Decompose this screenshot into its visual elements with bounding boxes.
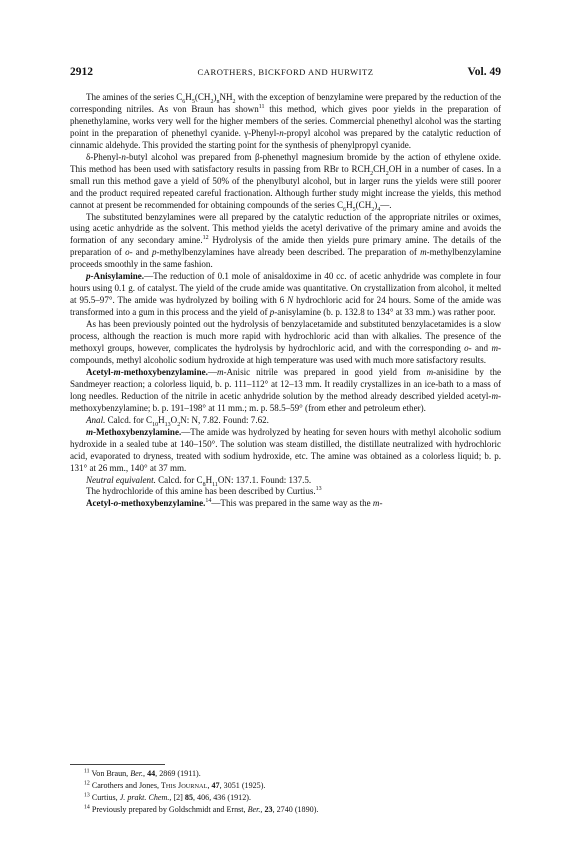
- subscript: 4: [377, 206, 381, 213]
- text-run: ): [213, 92, 217, 102]
- footnote-ref: 12: [84, 780, 90, 787]
- text-run: -anisylamine (b. p. 132.8 to 134° at 33 mm.) was rather poor.: [274, 307, 496, 318]
- text-run: N: [287, 295, 294, 306]
- subscript: 2: [370, 170, 374, 177]
- text-run: —: [207, 366, 217, 377]
- text-run: The hydrochloride of this amine has been described by Curtius.: [86, 486, 316, 497]
- text-run: p: [86, 271, 91, 282]
- footnote: [70, 804, 501, 816]
- footnote-ref: 13: [84, 792, 90, 799]
- text-run: m: [491, 390, 498, 401]
- paragraph: [70, 212, 501, 272]
- footnote: [70, 780, 501, 793]
- text-run: m: [113, 366, 121, 377]
- subscript: 6: [182, 98, 186, 105]
- subscript: 5: [352, 206, 356, 213]
- text-run: The substituted benzylamines were all prepared by the catalytic reduction of the appropriate nitriles or oximes, using acetic anhydride as the solvent. This method yields the acetyl derivative of the primary amine and avoids the formation of any secondary amine.: [70, 211, 501, 246]
- text-run: p: [152, 247, 157, 258]
- text-run: Anal.: [86, 414, 106, 425]
- paragraph: [70, 319, 501, 367]
- text-run: this method, which gives poor yields in the preparation of phenethylamine, works very well for the higher members of the series. Commercial phenethyl alcohol was the starting point in the preparation of phenethyl cyanide. γ-Phenyl-: [70, 103, 501, 138]
- text-run: —This was prepared in the same way as the: [211, 498, 373, 509]
- subscript: 2: [232, 98, 236, 105]
- text-run: Von Braun,: [89, 769, 131, 778]
- text-run: m: [86, 426, 94, 437]
- text-run: (CH: [355, 199, 372, 210]
- text-run: As has been previously pointed out the hydrolysis of benzylacetamide and substituted benzylacetamides is a slow process, although the reaction is much more rapid with hydrochloric acid than with alkalies. The presence of the methoxyl groups, however, complicates the hydrolysis by hydrochloric acid, and with the corresponding: [70, 319, 501, 354]
- footnote-rule: [70, 764, 165, 765]
- text-run: ): [374, 199, 378, 210]
- text-run: -methylbenzylamine proceeds smoothly in the same fashion.: [70, 247, 501, 270]
- page-header: [70, 66, 501, 82]
- text-run: H: [158, 414, 165, 425]
- subscript: 6: [343, 206, 347, 213]
- paragraph: [70, 475, 501, 487]
- text-run: -anisidine by the Sandmeyer reaction; a colorless liquid, b. p. 111–112° at 12–13 mm. It readily crystallizes in an ice-bath to a mass of long needles. Reduction of the nitrile in acetic anhydride solution by the method already described yielded acetyl-: [70, 366, 501, 401]
- text-run: -Anisic nitrile was prepared in good yield from: [223, 366, 427, 377]
- text-run: with the exception of benzylamine were prepared by the reduction of the corresponding nitriles. As von Braun has shown: [70, 92, 501, 114]
- text-run: 85: [184, 793, 193, 803]
- text-run: —.: [380, 199, 392, 210]
- text-run: OH in a number of cases. In a small run this method gave a yield of 50% of the phenylbutyl alcohol, but in larger runs the yields were still poorer and the product required repeated careful fractionation. Although further study might increase the yields, this method cannot at present be recommended for obtaining compounds of the series C: [70, 163, 501, 210]
- text-run: Previously prepared by Goldschmidt and Ernst,: [89, 805, 248, 815]
- volume-number: Vol. 49: [467, 66, 501, 78]
- subscript: 2: [210, 98, 214, 105]
- text-run: , 406, 436 (1912).: [193, 793, 251, 803]
- text-run: , 2740 (1890).: [272, 805, 319, 815]
- text-run: , 3051 (1925).: [219, 780, 266, 790]
- text-run: o: [125, 247, 130, 258]
- text-run: Calcd. for C: [155, 474, 203, 485]
- paragraph: [70, 367, 501, 415]
- subscript: 8: [202, 481, 206, 488]
- text-run: 47: [211, 780, 220, 790]
- footnote-ref: 11: [258, 103, 265, 110]
- text-run: ON: 137.1. Found: 137.5.: [217, 474, 312, 485]
- text-run: N: N, 7.82. Found: 7.62.: [180, 414, 269, 425]
- text-run: O: [170, 414, 178, 425]
- text-run: Ber.: [247, 805, 261, 815]
- text-run: , [2]: [169, 793, 185, 803]
- text-run: - and: [129, 247, 152, 258]
- text-run: —The reduction of 0.1 mole of anisaldoxime in 40 cc. of acetic anhydride was complete in four hours using 0.1 g. of catalyst. The yield of the crude amide was quantitative. On crystallization from alcohol, it melted at 95.5–97°. The amide was hydrolyzed by boiling with 6: [70, 271, 501, 306]
- footnotes: [70, 768, 501, 816]
- text-run: -compounds, methyl alcoholic sodium hydroxide at high temperature was used with much more satisfactory results.: [70, 343, 501, 365]
- text-run: Curtius,: [89, 793, 120, 803]
- text-run: δ-Phenyl-: [86, 151, 122, 162]
- text-run: Acetyl-: [86, 498, 114, 509]
- text-run: Hydrolysis of the amide then yields pure primary amine. The details of the preparation of: [70, 235, 501, 258]
- paragraph: [70, 427, 501, 475]
- text-run: o: [464, 343, 469, 354]
- text-run: -methylbenzylamines have already been described. The preparation of: [156, 247, 421, 258]
- text-run: , 2869 (1911).: [155, 769, 201, 778]
- text-run: H: [185, 92, 192, 102]
- text-run: J. prakt. Chem.: [119, 793, 170, 803]
- text-run: The amines of the series C: [86, 92, 183, 102]
- text-run: -methoxybenzylamine; b. p. 191–198° at 11 mm.; m. p. 58.5–59° (from ether and petroleum ether).: [70, 390, 501, 413]
- text-run: -: [379, 498, 383, 509]
- running-title: CAROTHERS, BICKFORD AND HURWITZ: [197, 67, 374, 77]
- footnote-ref: 12: [202, 235, 209, 242]
- text-run: -Anisylamine.: [90, 271, 145, 282]
- subscript: 2: [177, 421, 181, 428]
- text-run: —The amide was hydrolyzed by heating for seven hours with methyl alcoholic sodium hydroxide in a sealed tube at 140–150°. The solution was steam distilled, the distillate neutralized with hydrochloric acid, evaporated to dryness, treated with sodium hydroxide, etc. The amine was obtained as a colorless liquid; b. p. 131° at 26 mm., 140° at 37 mm.: [70, 426, 501, 473]
- text-run: 23: [264, 805, 273, 815]
- subscript: 2: [371, 206, 375, 213]
- subscript: 11: [212, 481, 218, 488]
- text-run: Calcd. for C: [105, 414, 153, 425]
- text-run: HIS: [165, 782, 177, 790]
- text-run: Acetyl-: [86, 366, 114, 377]
- text-run: CH: [373, 163, 386, 174]
- paragraph: [70, 152, 501, 212]
- article-body: [70, 92, 501, 510]
- paragraph: [70, 486, 501, 498]
- footnote-ref: 14: [205, 498, 212, 505]
- page-number: 2912: [70, 66, 93, 78]
- text-run: H: [205, 474, 213, 485]
- text-run: Carothers and Jones, T: [89, 780, 166, 790]
- text-run: o: [113, 498, 119, 509]
- text-run: m: [372, 498, 380, 509]
- text-run: -Methoxybenzylamine.: [93, 426, 182, 437]
- text-run: - and: [468, 343, 492, 354]
- text-run: -methoxybenzylamine.: [120, 366, 208, 377]
- text-run: m: [216, 366, 224, 377]
- text-run: p: [269, 307, 275, 318]
- subscript: 5: [191, 98, 195, 105]
- footnote: [70, 768, 501, 780]
- text-run: NH: [219, 92, 233, 102]
- paragraph: [70, 271, 501, 319]
- paragraph: [70, 92, 501, 152]
- text-run: -methoxybenzylamine.: [118, 498, 206, 509]
- text-run: ,: [143, 769, 148, 778]
- subscript: 10: [152, 421, 159, 428]
- text-run: OURNAL: [181, 782, 208, 790]
- text-run: (CH: [194, 92, 211, 102]
- text-run: ,: [207, 780, 212, 790]
- text-run: n: [279, 127, 284, 138]
- text-run: m: [420, 247, 427, 258]
- subscript: 2: [385, 170, 389, 177]
- footnote-ref: 14: [84, 804, 90, 811]
- text-run: m: [491, 343, 498, 354]
- subscript: 13: [164, 421, 171, 428]
- text-run: H: [346, 199, 353, 210]
- footnote: [70, 792, 501, 804]
- text-run: n: [121, 151, 126, 162]
- paragraph: [70, 498, 501, 510]
- text-run: 44: [147, 769, 156, 778]
- text-run: -butyl alcohol was prepared from β-phenethyl magnesium bromide by the action of ethylene oxide. This method has been used with satisfactory results in passing from RBr to RCH: [70, 151, 501, 174]
- subscript: n: [216, 98, 220, 105]
- text-run: Ber.: [130, 769, 144, 778]
- text-run: hydrochloric acid for 24 hours. Some of the amide was transformed into a gum in this process and the yield of: [70, 295, 501, 318]
- text-run: Neutral equivalent.: [86, 474, 156, 485]
- paragraph: [70, 415, 501, 427]
- text-run: ,: [260, 805, 265, 815]
- footnote-ref: 13: [315, 486, 322, 493]
- footnote-ref: 11: [84, 768, 90, 775]
- text-run: m: [426, 366, 434, 377]
- text-run: -propyl alcohol was prepared by the catalytic reduction of cinnamic aldehyde. This provided the starting point for the synthesis of phenylpropyl cyanide.: [70, 127, 501, 150]
- text-run: J: [176, 780, 182, 790]
